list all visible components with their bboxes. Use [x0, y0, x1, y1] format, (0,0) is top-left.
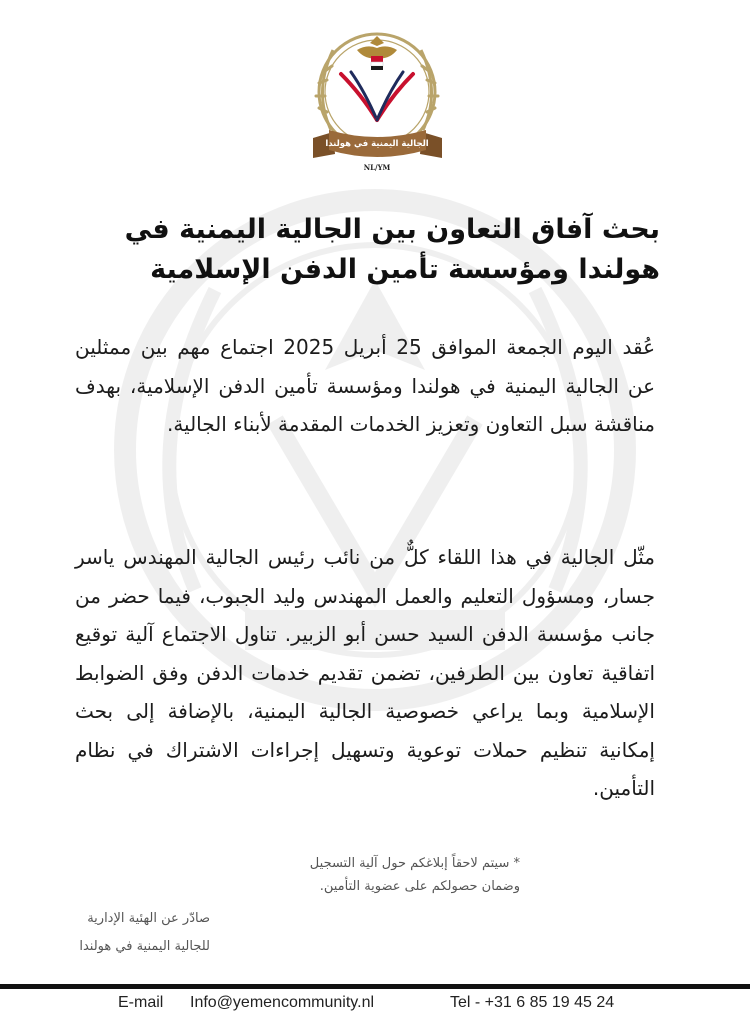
issuer-block — [20, 905, 210, 961]
registration-note — [230, 852, 520, 898]
ribbon-banner — [313, 130, 442, 158]
note-line-1: * سيتم لاحقاً إبلاغكم حول آلية التسجيل — [309, 856, 520, 871]
note-line-2: وضمان حصولكم على عضوية التأمين. — [319, 879, 520, 894]
phone-number[interactable]: Tel - +31 6 85 19 45 24 — [450, 994, 615, 1011]
paragraph-meeting-details: مثّل الجالية في هذا اللقاء كلٌّ من نائب رئيس الجالية المهندس ياسر جسار، ومسؤول التعليم والعمل المهندس وليد الجبوب، فيما حضر من جانب مؤسسة الدفن السيد حسن أبو الزبير. تناول الاجتماع آلية توقيع اتفاقية تعاون بين الطرفين، تضمن تقديم خدمات الدفن وفق الضوابط الإسلامية وبما يراعي خصوصية الجالية اليمنية، بالإضافة إلى بحث إمكانية تنظيم حملات توعوية وتسهيل إجراءات الاشتراك في نظام التأمين. — [75, 545, 655, 800]
email-label: E-mail — [118, 994, 164, 1011]
email-link[interactable]: Info@yemencommunity.nl — [190, 994, 375, 1011]
page-title: بحث آفاق التعاون بين الجالية اليمنية في هولندا ومؤسسة تأمين الدفن الإسلامية — [124, 214, 660, 285]
flag-stripes-icon — [341, 72, 413, 120]
organization-logo — [305, 20, 450, 180]
ribbon-text: الجالية اليمنية في هولندا — [325, 139, 429, 149]
issuer-line-2: للجالية اليمنية في هولندا — [79, 939, 210, 954]
yemen-eagle-emblem-icon — [357, 36, 397, 70]
issuer-line-1: صادّر عن الهئية الإدارية — [87, 911, 210, 926]
logo-code: NL/YM — [363, 163, 391, 172]
footer-divider — [0, 984, 750, 989]
paragraph-meeting-summary: عُقد اليوم الجمعة الموافق 25 أبريل 2025 اجتماع مهم بين ممثلين عن الجالية اليمنية في هولندا ومؤسسة تأمين الدفن الإسلامية، بهدف مناقشة سبل التعاون وتعزيز الخدمات المقدمة لأبناء الجالية. — [75, 335, 656, 436]
